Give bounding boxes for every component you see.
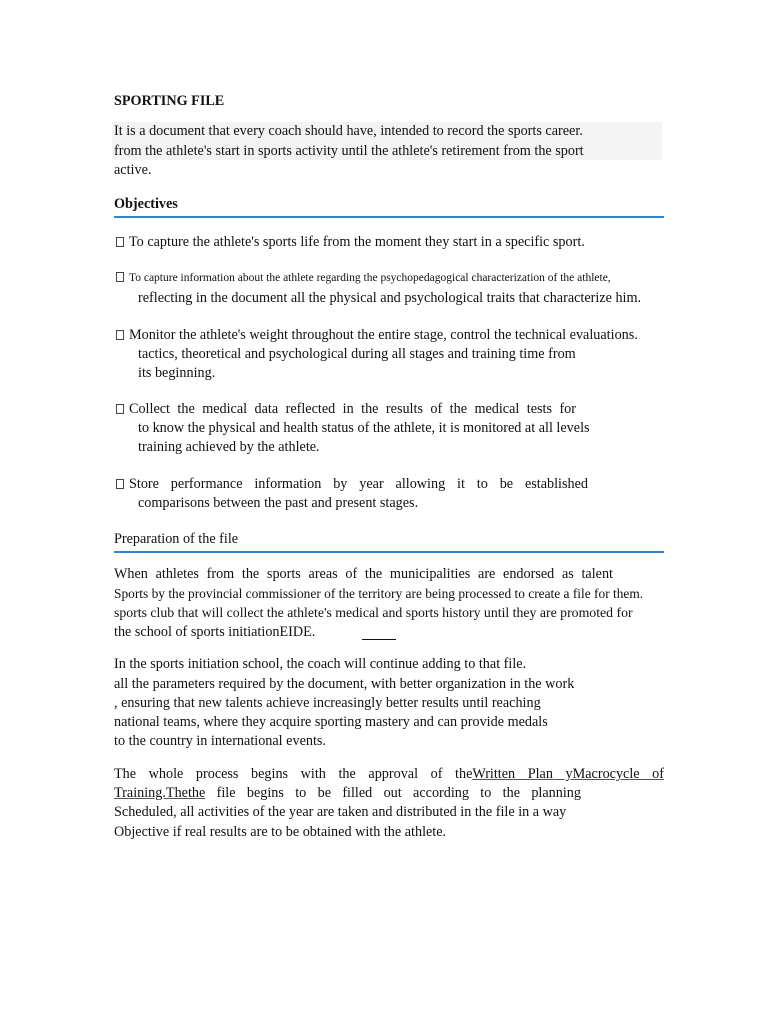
para1-line-1: When athletes from the sports areas of the municipalities are endorsed as talent xyxy=(114,566,613,582)
bullet-box-icon xyxy=(116,404,124,414)
para3-line-3: Scheduled, all activities of the year are taken and distributed in the file in a way xyxy=(114,804,567,820)
bullet-box-icon xyxy=(116,330,124,340)
objective-2-line-1: To capture information about the athlete regarding the psychopedagogical characterization of the athlete, xyxy=(129,272,611,284)
objective-1 xyxy=(116,233,585,252)
objective-4-line-3: training achieved by the athlete. xyxy=(138,439,320,455)
blank-underline xyxy=(362,638,396,640)
intro-line-3: active. xyxy=(114,162,152,178)
objective-5-line-1: Store performance information by year allowing it to be established xyxy=(129,476,588,492)
objective-3-line-1: Monitor the athlete's weight throughout the entire stage, control the technical evaluations. xyxy=(129,327,638,343)
para3-line-4: Objective if real results are to be obtained with the athlete. xyxy=(114,824,447,840)
objective-2-line-2: reflecting in the document all the physical and psychological traits that characterize him. xyxy=(138,290,642,306)
objective-3 xyxy=(116,326,638,345)
para3-line-2-text: file begins to be filled out according to the planning xyxy=(205,785,581,801)
objective-2 xyxy=(116,269,611,288)
para2-line-3: , ensuring that new talents achieve increasingly better results until reaching xyxy=(114,695,541,711)
para2-line-4: national teams, where they acquire sporting mastery and can provide medals xyxy=(114,714,548,730)
preparation-heading-text: Preparation of the file xyxy=(114,531,239,547)
objective-5-line-2: comparisons between the past and present stages. xyxy=(138,495,419,511)
para1-line-4: the school of sports initiationEIDE. xyxy=(114,624,316,640)
objective-1-line-1: To capture the athlete's sports life from the moment they start in a specific sport. xyxy=(129,234,585,250)
objective-3-line-2: tactics, theoretical and psychological during all stages and training time from xyxy=(138,346,576,362)
bullet-box-icon xyxy=(116,272,124,282)
para1-line-2: Sports by the provincial commissioner of the territory are being processed to create a file for them. xyxy=(114,586,644,601)
objectives-heading xyxy=(114,196,664,218)
bullet-box-icon xyxy=(116,237,124,247)
para3-line-1-text: The whole process begins with the approval of the xyxy=(114,766,473,782)
training-link[interactable]: Training.Thethe xyxy=(114,785,206,801)
preparation-heading xyxy=(114,531,664,553)
objective-3-line-3: its beginning. xyxy=(138,365,216,381)
objective-4-line-1: Collect the medical data reflected in the results of the medical tests for xyxy=(129,401,576,417)
intro-line-2: from the athlete's start in sports activity until the athlete's retirement from the sport xyxy=(114,143,584,159)
para1-line-3: sports club that will collect the athlete's medical and sports history until they are promoted for xyxy=(114,605,633,620)
para2-line-1: In the sports initiation school, the coach will continue adding to that file. xyxy=(114,656,527,672)
objectives-heading-text: Objectives xyxy=(114,196,178,212)
para3-line-2 xyxy=(114,784,581,803)
para3-line-1 xyxy=(114,765,664,784)
objective-4 xyxy=(116,400,576,419)
para2-line-2: all the parameters required by the document, with better organization in the work xyxy=(114,676,575,692)
document-title: SPORTING FILE xyxy=(114,93,225,109)
objective-5 xyxy=(116,475,588,494)
written-plan-link[interactable]: Written Plan yMacrocycle of xyxy=(472,766,664,782)
objective-4-line-2: to know the physical and health status of the athlete, it is monitored at all levels xyxy=(138,420,590,436)
para2-line-5: to the country in international events. xyxy=(114,733,326,749)
bullet-box-icon xyxy=(116,479,124,489)
intro-line-1: It is a document that every coach should have, intended to record the sports career. xyxy=(114,123,583,139)
